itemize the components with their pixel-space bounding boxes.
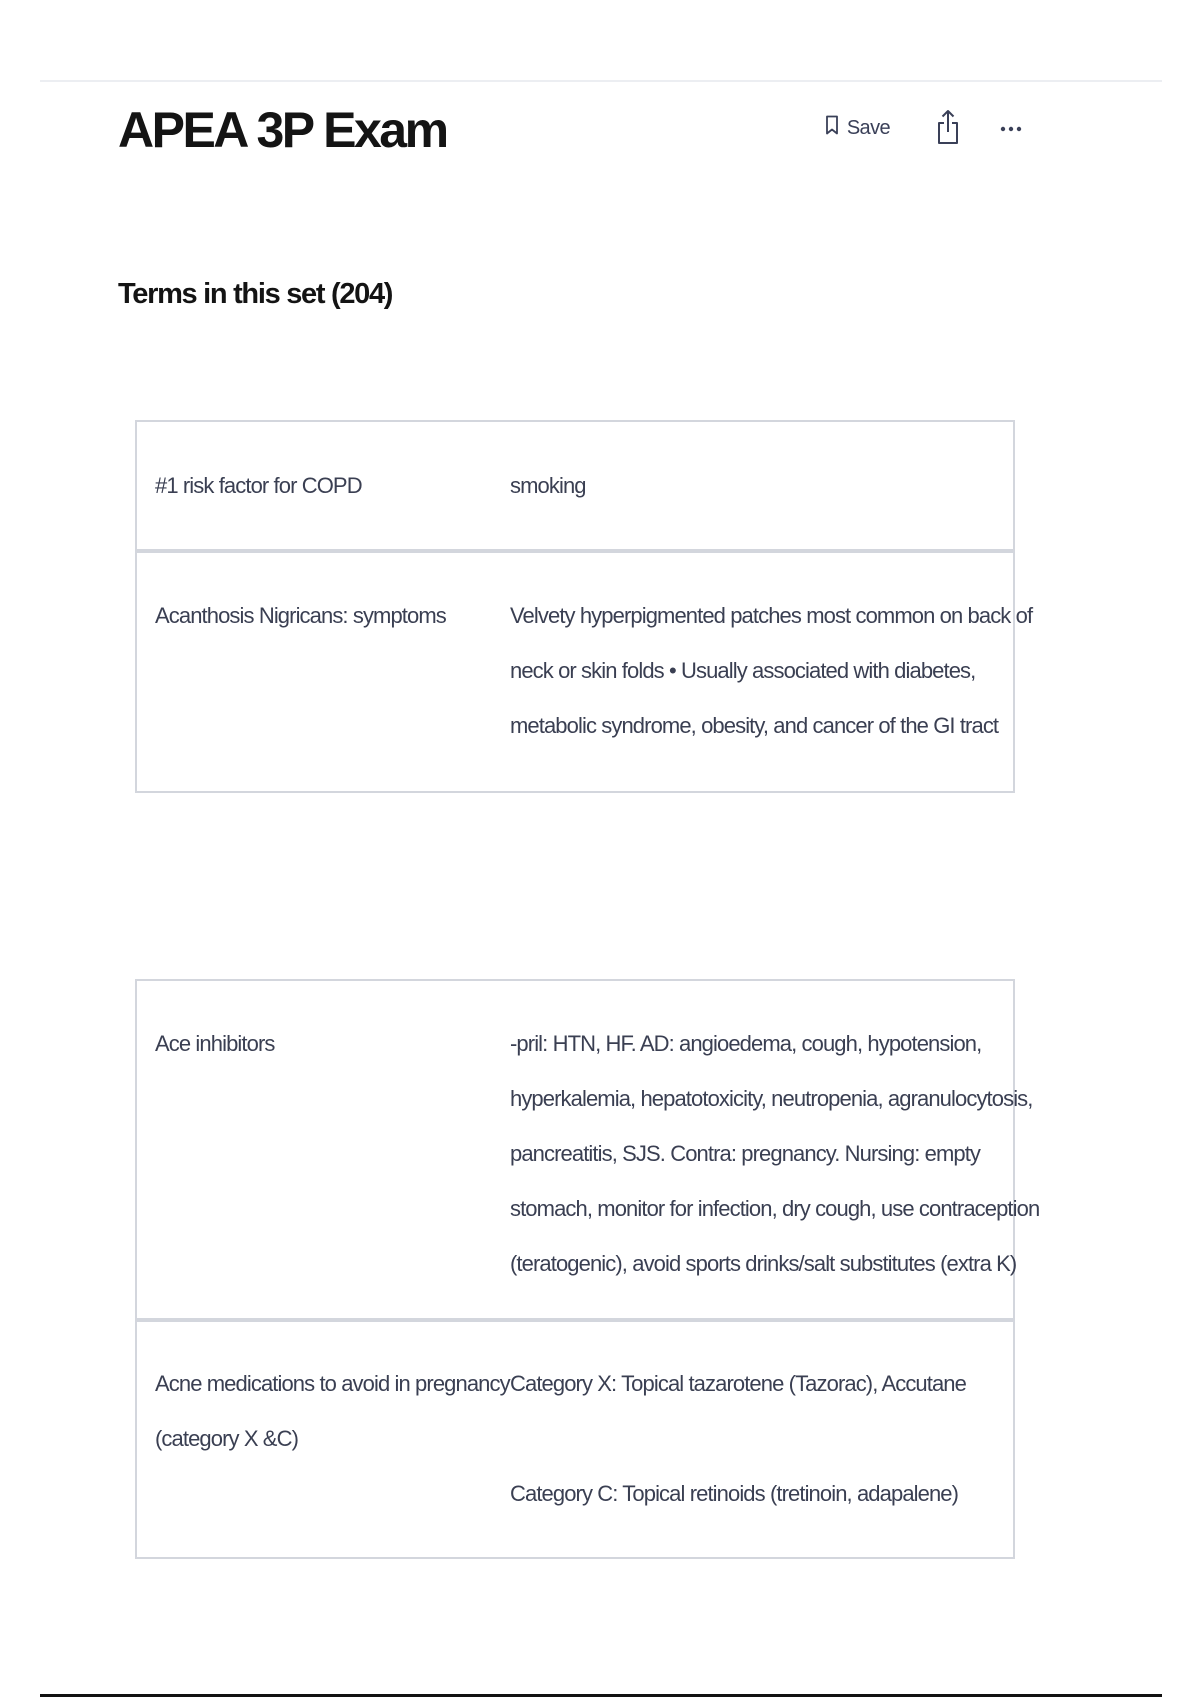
terms-count-heading: Terms in this set (204): [118, 278, 393, 310]
term-word: Ace inhibitors: [155, 1031, 275, 1056]
term-definition: [510, 1016, 1057, 1291]
term-word: Acanthosis Nigricans: symptoms: [155, 603, 446, 628]
definition-line: hyperkalemia, hepatotoxicity, neutropenia, agranulocytosis,: [510, 1086, 1033, 1111]
terms-card: [135, 420, 1033, 793]
definition-line: stomach, monitor for infection, dry cough, use contraception: [510, 1196, 1040, 1221]
definition-line: Category C: Topical retinoids (tretinoin, adapalene): [510, 1481, 959, 1506]
bookmark-icon: [825, 115, 839, 141]
save-button[interactable]: [819, 111, 896, 145]
more-horizontal-icon: [1000, 121, 1022, 136]
term-row: [137, 553, 1033, 791]
definition-line: Category X: Topical tazarotene (Tazorac), Accutane: [510, 1371, 966, 1396]
term-definition: [510, 588, 1050, 753]
term-row: [137, 422, 1013, 553]
page-title: APEA 3P Exam: [118, 102, 447, 158]
definition-line: neck or skin folds • Usually associated with diabetes,: [510, 658, 976, 683]
save-label: Save: [846, 116, 890, 139]
bottom-divider: [40, 1694, 1162, 1697]
terms-card: [135, 979, 1040, 1559]
term-line: Acne medications to avoid in pregnancy: [155, 1371, 510, 1396]
definition-line: pancreatitis, SJS. Contra: pregnancy. Nursing: empty: [510, 1141, 981, 1166]
term-line: (category X &C): [155, 1426, 298, 1451]
term-row: [137, 981, 1040, 1322]
top-divider: [40, 80, 1162, 82]
more-button[interactable]: [994, 117, 1028, 140]
term-word: [137, 1356, 510, 1521]
definition-line: Velvety hyperpigmented patches most common on back of: [510, 603, 1033, 628]
term-word: #1 risk factor for COPD: [155, 473, 362, 498]
definition-line: -pril: HTN, HF. AD: angioedema, cough, hypotension,: [510, 1031, 982, 1056]
definition-line: smoking: [510, 473, 586, 498]
definition-line: metabolic syndrome, obesity, and cancer of the GI tract: [510, 713, 999, 738]
definition-spacer: [510, 1411, 995, 1466]
share-button[interactable]: [930, 104, 966, 153]
definition-line: (teratogenic), avoid sports drinks/salt substitutes (extra K): [510, 1251, 1017, 1276]
term-row: [137, 1322, 1013, 1557]
term-definition: [510, 1356, 1013, 1521]
header-actions: [819, 104, 1028, 152]
term-definition: [510, 458, 1013, 513]
set-header: [118, 98, 1028, 168]
share-icon: [936, 108, 960, 149]
